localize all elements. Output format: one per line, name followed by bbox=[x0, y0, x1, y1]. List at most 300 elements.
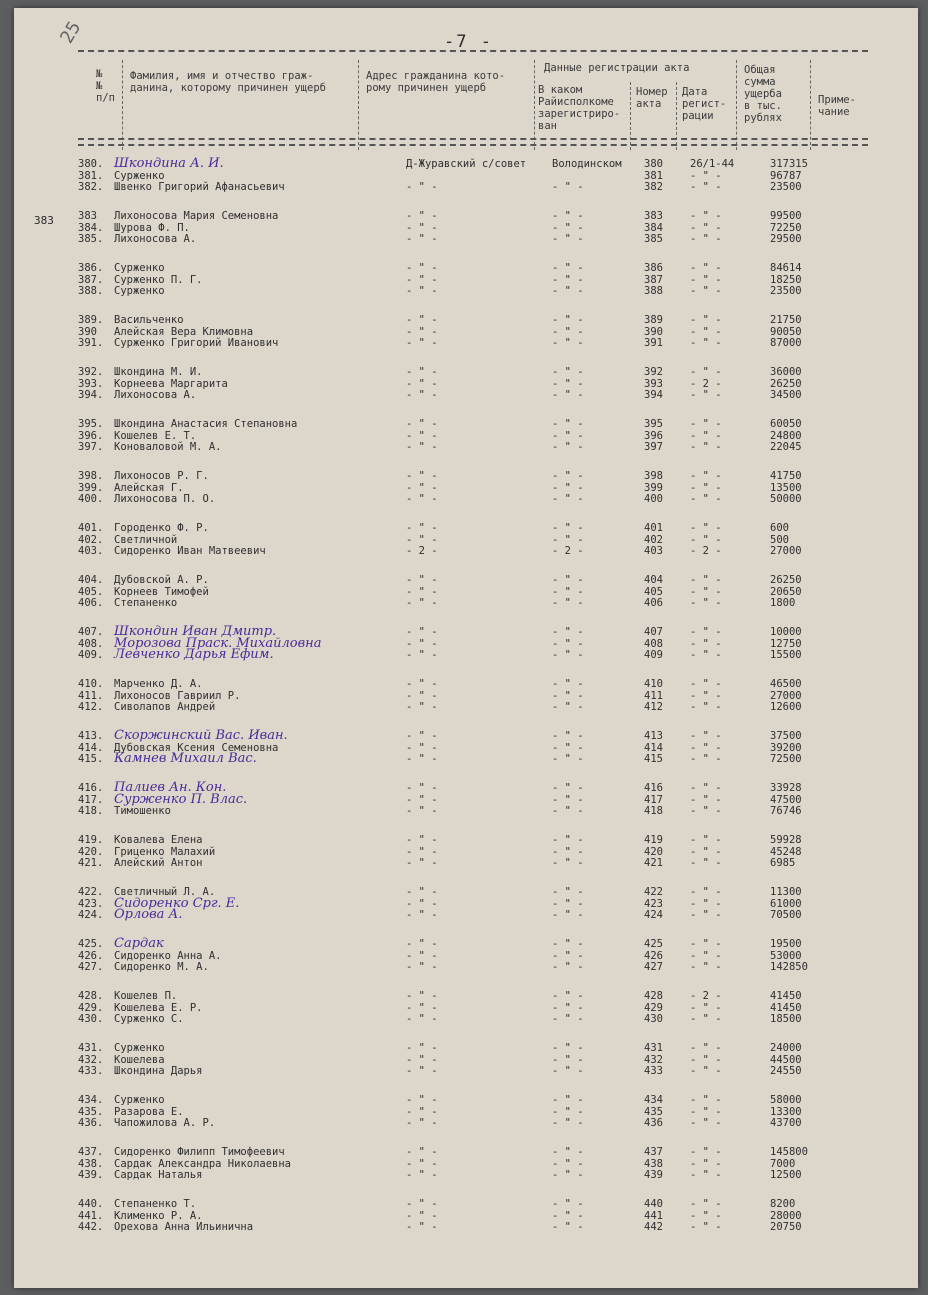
row-number: 424. bbox=[78, 909, 104, 922]
row-name: Сурженко bbox=[114, 1094, 165, 1106]
row-sum: 26250 bbox=[770, 377, 802, 390]
row-number: 406. bbox=[78, 597, 104, 610]
row-reg-date: - " - bbox=[690, 1001, 722, 1014]
row-number: 436. bbox=[78, 1117, 104, 1130]
col-divider bbox=[122, 60, 123, 150]
row-sum: 19500 bbox=[770, 938, 802, 950]
row-act-number: 420 bbox=[644, 845, 663, 858]
row-address: - " - bbox=[406, 1094, 438, 1106]
row-address: - " - bbox=[406, 1001, 438, 1014]
row-act-number: 385 bbox=[644, 233, 663, 246]
row-reg-where: - " - bbox=[552, 805, 584, 818]
row-sum: 41750 bbox=[770, 470, 802, 482]
row-address: - " - bbox=[406, 886, 438, 898]
row-address: - " - bbox=[406, 701, 438, 714]
row-reg-date: - " - bbox=[690, 337, 722, 350]
row-reg-date: - " - bbox=[690, 429, 722, 442]
row-reg-where: - " - bbox=[552, 418, 584, 430]
row-address: - " - bbox=[406, 262, 438, 274]
row-number: 422. bbox=[78, 886, 104, 898]
row-reg-date: - " - bbox=[690, 1094, 722, 1106]
row-name: Сурженко П. Г. bbox=[114, 273, 203, 286]
row-reg-date: - " - bbox=[690, 1105, 722, 1118]
row-address: - " - bbox=[406, 637, 438, 650]
row-reg-where: - " - bbox=[552, 857, 584, 870]
row-number: 391. bbox=[78, 337, 104, 350]
row-act-number: 413 bbox=[644, 730, 663, 742]
row-reg-date: - " - bbox=[690, 793, 722, 806]
row-name: Сидоренко Анна А. bbox=[114, 949, 222, 962]
row-act-number: 395 bbox=[644, 418, 663, 430]
row-sum: 18250 bbox=[770, 273, 802, 286]
row-name: Сурженко bbox=[114, 285, 165, 298]
row-address: - " - bbox=[406, 325, 438, 338]
row-number: 388. bbox=[78, 285, 104, 298]
row-act-number: 396 bbox=[644, 429, 663, 442]
row-act-number: 412 bbox=[644, 701, 663, 714]
row-reg-date: - " - bbox=[690, 909, 722, 922]
row-name: Шурова Ф. П. bbox=[114, 221, 190, 234]
row-name: Сардак bbox=[114, 936, 164, 951]
row-sum: 70500 bbox=[770, 909, 802, 922]
row-name: Сидоренко М. А. bbox=[114, 961, 209, 974]
row-reg-date: 26/1-44 bbox=[690, 158, 735, 170]
row-act-number: 392 bbox=[644, 366, 663, 378]
row-act-number: 425 bbox=[644, 938, 663, 950]
row-reg-where: - " - bbox=[552, 366, 584, 378]
row-sum: 39200 bbox=[770, 741, 802, 754]
row-reg-where: - " - bbox=[552, 845, 584, 858]
row-number: 404. bbox=[78, 574, 104, 586]
row-act-number: 391 bbox=[644, 337, 663, 350]
row-act-number: 438 bbox=[644, 1157, 663, 1170]
row-reg-where: - " - bbox=[552, 834, 584, 846]
row-number: 393. bbox=[78, 377, 104, 390]
row-address: - 2 - bbox=[406, 545, 438, 558]
row-reg-where: - " - bbox=[552, 1209, 584, 1222]
row-number: 432. bbox=[78, 1053, 104, 1066]
row-act-number: 388 bbox=[644, 285, 663, 298]
row-reg-where: - " - bbox=[552, 1053, 584, 1066]
row-sum: 24550 bbox=[770, 1065, 802, 1078]
row-number: 434. bbox=[78, 1094, 104, 1106]
row-name: Шкондина А. И. bbox=[114, 156, 224, 171]
row-reg-where: - " - bbox=[552, 741, 584, 754]
row-reg-where: - " - bbox=[552, 429, 584, 442]
row-number: 418. bbox=[78, 805, 104, 818]
row-number: 439. bbox=[78, 1169, 104, 1182]
row-sum: 317315 bbox=[770, 158, 808, 170]
row-sum: 53000 bbox=[770, 949, 802, 962]
row-address: - " - bbox=[406, 1146, 438, 1158]
row-act-number: 405 bbox=[644, 585, 663, 598]
row-address: - " - bbox=[406, 493, 438, 506]
row-reg-where: - " - bbox=[552, 533, 584, 546]
row-number: 420. bbox=[78, 845, 104, 858]
row-sum: 90050 bbox=[770, 325, 802, 338]
row-address: - " - bbox=[406, 805, 438, 818]
row-sum: 34500 bbox=[770, 389, 802, 402]
row-name: Корнеев Тимофей bbox=[114, 585, 209, 598]
row-reg-date: - " - bbox=[690, 574, 722, 586]
row-name: Лихоносов Гавриил Р. bbox=[114, 689, 241, 702]
row-reg-where: - " - bbox=[552, 626, 584, 638]
header-bottom-rule-2 bbox=[78, 144, 868, 146]
row-reg-where: - " - bbox=[552, 285, 584, 298]
row-reg-where: - " - bbox=[552, 1221, 584, 1234]
col-divider bbox=[358, 60, 359, 150]
margin-note: 383 bbox=[34, 214, 54, 227]
row-act-number: 404 bbox=[644, 574, 663, 586]
row-sum: 21750 bbox=[770, 314, 802, 326]
row-reg-date: - " - bbox=[690, 1198, 722, 1210]
row-name: Камнев Михаил Вас. bbox=[114, 751, 257, 767]
row-address: - " - bbox=[406, 1198, 438, 1210]
row-reg-date: - " - bbox=[690, 585, 722, 598]
row-address: - " - bbox=[406, 909, 438, 922]
row-sum: 61000 bbox=[770, 897, 802, 910]
row-name: Городенко Ф. Р. bbox=[114, 522, 209, 534]
row-name: Лихоносова Мария Семеновна bbox=[114, 210, 279, 222]
row-reg-date: - " - bbox=[690, 701, 722, 714]
row-number: 435. bbox=[78, 1105, 104, 1118]
row-number: 426. bbox=[78, 949, 104, 962]
row-address: - " - bbox=[406, 782, 438, 794]
row-reg-date: - " - bbox=[690, 1157, 722, 1170]
header-col-reg-where: В каком Райисполкоме зарегистриро- ван bbox=[538, 84, 621, 132]
row-name: Морозова Праск. Михайловна bbox=[114, 635, 322, 651]
row-number: 403. bbox=[78, 545, 104, 558]
row-number: 402. bbox=[78, 533, 104, 546]
row-address: - " - bbox=[406, 897, 438, 910]
row-number: 429. bbox=[78, 1001, 104, 1014]
row-name: Сурженко Григорий Иванович bbox=[114, 337, 279, 350]
row-reg-date: - " - bbox=[690, 649, 722, 662]
row-reg-date: - " - bbox=[690, 886, 722, 898]
row-reg-where: - " - bbox=[552, 1001, 584, 1014]
row-reg-date: - " - bbox=[690, 961, 722, 974]
row-address: - " - bbox=[406, 429, 438, 442]
row-sum: 22045 bbox=[770, 441, 802, 454]
row-number: 408. bbox=[78, 637, 104, 650]
row-reg-date: - " - bbox=[690, 753, 722, 766]
row-number: 415. bbox=[78, 753, 104, 766]
row-address: - " - bbox=[406, 285, 438, 298]
row-name: Сидоренко Филипп Тимофеевич bbox=[114, 1146, 285, 1158]
row-act-number: 437 bbox=[644, 1146, 663, 1158]
row-reg-where: - " - bbox=[552, 678, 584, 690]
row-name: Шкондина Дарья bbox=[114, 1065, 203, 1078]
page-number: -7 - bbox=[444, 32, 493, 52]
row-act-number: 403 bbox=[644, 545, 663, 558]
row-sum: 41450 bbox=[770, 1001, 802, 1014]
row-name: Чапожилова А. Р. bbox=[114, 1117, 216, 1130]
row-reg-where: - " - bbox=[552, 1105, 584, 1118]
row-address: - " - bbox=[406, 418, 438, 430]
row-sum: 72500 bbox=[770, 753, 802, 766]
row-reg-where: - " - bbox=[552, 730, 584, 742]
row-number: 387. bbox=[78, 273, 104, 286]
row-address: - " - bbox=[406, 741, 438, 754]
row-act-number: 419 bbox=[644, 834, 663, 846]
row-act-number: 400 bbox=[644, 493, 663, 506]
row-reg-date: - 2 - bbox=[690, 990, 722, 1002]
row-reg-where: - " - bbox=[552, 597, 584, 610]
row-reg-where: - " - bbox=[552, 782, 584, 794]
row-name: Скоржинский Вас. Иван. bbox=[114, 728, 288, 743]
row-address: - " - bbox=[406, 1117, 438, 1130]
row-name: Сиволапов Андрей bbox=[114, 701, 216, 714]
row-sum: 27000 bbox=[770, 545, 802, 558]
header-col-reg-date: Дата регист- рации bbox=[682, 86, 727, 122]
row-act-number: 401 bbox=[644, 522, 663, 534]
row-name: Кошелева bbox=[114, 1053, 165, 1066]
row-sum: 10000 bbox=[770, 626, 802, 638]
row-reg-where: - " - bbox=[552, 233, 584, 246]
row-name: Корнеева Маргарита bbox=[114, 377, 228, 390]
row-name: Васильченко bbox=[114, 314, 184, 326]
row-sum: 26250 bbox=[770, 574, 802, 586]
row-act-number: 393 bbox=[644, 377, 663, 390]
row-sum: 145800 bbox=[770, 1146, 808, 1158]
row-reg-where: - " - bbox=[552, 337, 584, 350]
row-number: 398. bbox=[78, 470, 104, 482]
row-act-number: 414 bbox=[644, 741, 663, 754]
header-col-address: Адрес гражданина кото- рому причинен ущерб bbox=[366, 70, 506, 94]
row-sum: 15500 bbox=[770, 649, 802, 662]
row-name: Сурженко С. bbox=[114, 1013, 184, 1026]
row-reg-date: - " - bbox=[690, 366, 722, 378]
row-act-number: 381 bbox=[644, 169, 663, 182]
row-sum: 99500 bbox=[770, 210, 802, 222]
row-sum: 60050 bbox=[770, 418, 802, 430]
row-act-number: 411 bbox=[644, 689, 663, 702]
row-sum: 13500 bbox=[770, 481, 802, 494]
row-reg-where: - " - bbox=[552, 649, 584, 662]
row-act-number: 417 bbox=[644, 793, 663, 806]
row-act-number: 433 bbox=[644, 1065, 663, 1078]
row-reg-date: - " - bbox=[690, 210, 722, 222]
row-reg-date: - " - bbox=[690, 389, 722, 402]
row-reg-date: - " - bbox=[690, 533, 722, 546]
row-address: - " - bbox=[406, 1157, 438, 1170]
row-address: - " - bbox=[406, 793, 438, 806]
row-act-number: 439 bbox=[644, 1169, 663, 1182]
row-name: Шкондин Иван Дмитр. bbox=[114, 624, 277, 639]
row-act-number: 431 bbox=[644, 1042, 663, 1054]
row-act-number: 390 bbox=[644, 325, 663, 338]
row-name: Гриценко Малахий bbox=[114, 845, 216, 858]
row-address: - " - bbox=[406, 314, 438, 326]
row-number: 385. bbox=[78, 233, 104, 246]
row-name: Марченко Д. А. bbox=[114, 678, 203, 690]
row-act-number: 402 bbox=[644, 533, 663, 546]
row-number: 384. bbox=[78, 221, 104, 234]
row-number: 413. bbox=[78, 730, 104, 742]
row-reg-where: - " - bbox=[552, 909, 584, 922]
corner-mark: 25 bbox=[56, 17, 86, 48]
row-reg-where: - " - bbox=[552, 1094, 584, 1106]
row-address: - " - bbox=[406, 689, 438, 702]
archive-document-page bbox=[14, 8, 918, 1288]
row-reg-where: - " - bbox=[552, 938, 584, 950]
row-reg-date: - " - bbox=[690, 1065, 722, 1078]
row-reg-date: - " - bbox=[690, 597, 722, 610]
row-name: Лихоносова А. bbox=[114, 389, 197, 402]
row-name: Сурженко bbox=[114, 1042, 165, 1054]
row-number: 441. bbox=[78, 1209, 104, 1222]
col-divider bbox=[534, 60, 535, 150]
row-reg-date: - " - bbox=[690, 285, 722, 298]
row-reg-date: - " - bbox=[690, 1013, 722, 1026]
row-name: Сардак Александра Николаевна bbox=[114, 1157, 292, 1170]
row-act-number: 380 bbox=[644, 158, 663, 170]
row-reg-date: - " - bbox=[690, 626, 722, 638]
row-act-number: 397 bbox=[644, 441, 663, 454]
row-reg-where: - " - bbox=[552, 1169, 584, 1182]
row-reg-date: - " - bbox=[690, 273, 722, 286]
row-reg-date: - " - bbox=[690, 1209, 722, 1222]
row-name: Сидоренко Срг. Е. bbox=[114, 895, 240, 911]
row-number: 380. bbox=[78, 158, 104, 170]
row-act-number: 432 bbox=[644, 1053, 663, 1066]
col-divider bbox=[736, 60, 737, 150]
row-address: - " - bbox=[406, 1169, 438, 1182]
row-reg-where: - " - bbox=[552, 1198, 584, 1210]
row-sum: 18500 bbox=[770, 1013, 802, 1026]
row-act-number: 435 bbox=[644, 1105, 663, 1118]
row-name: Шкондина М. И. bbox=[114, 366, 203, 378]
row-sum: 8200 bbox=[770, 1198, 796, 1210]
row-sum: 96787 bbox=[770, 169, 802, 182]
row-number: 383 bbox=[78, 210, 97, 222]
row-number: 414. bbox=[78, 741, 104, 754]
row-sum: 500 bbox=[770, 533, 789, 546]
row-act-number: 434 bbox=[644, 1094, 663, 1106]
row-name: Тимошенко bbox=[114, 805, 171, 818]
row-reg-where: - " - bbox=[552, 181, 584, 194]
row-number: 437. bbox=[78, 1146, 104, 1158]
row-sum: 47500 bbox=[770, 793, 802, 806]
row-name: Орлова А. bbox=[114, 907, 183, 923]
header-col-number: № № п/п bbox=[96, 68, 115, 104]
row-address: - " - bbox=[406, 626, 438, 638]
row-sum: 12500 bbox=[770, 1169, 802, 1182]
row-reg-date: - " - bbox=[690, 1146, 722, 1158]
row-act-number: 421 bbox=[644, 857, 663, 870]
row-reg-date: - " - bbox=[690, 857, 722, 870]
row-number: 438. bbox=[78, 1157, 104, 1170]
row-sum: 84614 bbox=[770, 262, 802, 274]
row-address: - " - bbox=[406, 961, 438, 974]
row-sum: 12600 bbox=[770, 701, 802, 714]
row-address: - " - bbox=[406, 1209, 438, 1222]
row-number: 419. bbox=[78, 834, 104, 846]
row-name: Разарова Е. bbox=[114, 1105, 184, 1118]
row-sum: 12750 bbox=[770, 637, 802, 650]
row-act-number: 418 bbox=[644, 805, 663, 818]
row-address: - " - bbox=[406, 1105, 438, 1118]
row-address: - " - bbox=[406, 1013, 438, 1026]
row-number: 395. bbox=[78, 418, 104, 430]
row-sum: 20650 bbox=[770, 585, 802, 598]
row-reg-where: - 2 - bbox=[552, 545, 584, 558]
row-sum: 24800 bbox=[770, 429, 802, 442]
row-number: 409. bbox=[78, 649, 104, 662]
row-sum: 28000 bbox=[770, 1209, 802, 1222]
row-reg-date: - " - bbox=[690, 689, 722, 702]
row-address: - " - bbox=[406, 210, 438, 222]
row-number: 428. bbox=[78, 990, 104, 1002]
row-sum: 33928 bbox=[770, 782, 802, 794]
row-act-number: 442 bbox=[644, 1221, 663, 1234]
row-sum: 43700 bbox=[770, 1117, 802, 1130]
row-number: 416. bbox=[78, 782, 104, 794]
row-number: 442. bbox=[78, 1221, 104, 1234]
row-address: - " - bbox=[406, 730, 438, 742]
row-sum: 23500 bbox=[770, 181, 802, 194]
header-bottom-rule bbox=[78, 138, 868, 140]
row-sum: 7000 bbox=[770, 1157, 796, 1170]
row-reg-where: - " - bbox=[552, 522, 584, 534]
row-address: - " - bbox=[406, 221, 438, 234]
row-act-number: 424 bbox=[644, 909, 663, 922]
row-act-number: 387 bbox=[644, 273, 663, 286]
row-sum: 59928 bbox=[770, 834, 802, 846]
row-sum: 24000 bbox=[770, 1042, 802, 1054]
row-number: 396. bbox=[78, 429, 104, 442]
row-number: 410. bbox=[78, 678, 104, 690]
row-name: Кошелев П. bbox=[114, 990, 178, 1002]
row-sum: 36000 bbox=[770, 366, 802, 378]
row-reg-where: - " - bbox=[552, 961, 584, 974]
row-address: - " - bbox=[406, 938, 438, 950]
row-address: - " - bbox=[406, 522, 438, 534]
row-act-number: 430 bbox=[644, 1013, 663, 1026]
row-reg-where: - " - bbox=[552, 897, 584, 910]
row-reg-date: - " - bbox=[690, 1042, 722, 1054]
row-reg-where: - " - bbox=[552, 689, 584, 702]
row-reg-date: - " - bbox=[690, 845, 722, 858]
row-act-number: 427 bbox=[644, 961, 663, 974]
row-sum: 29500 bbox=[770, 233, 802, 246]
row-name: Кошелева Е. Р. bbox=[114, 1001, 203, 1014]
row-address: - " - bbox=[406, 990, 438, 1002]
row-reg-date: - " - bbox=[690, 470, 722, 482]
row-sum: 600 bbox=[770, 522, 789, 534]
row-name: Лихоносова П. О. bbox=[114, 493, 216, 506]
row-address: - " - bbox=[406, 441, 438, 454]
row-address: - " - bbox=[406, 366, 438, 378]
row-reg-where: - " - bbox=[552, 1042, 584, 1054]
row-sum: 41450 bbox=[770, 990, 802, 1002]
row-address: - " - bbox=[406, 181, 438, 194]
header-top-rule bbox=[78, 50, 868, 52]
row-address: - " - bbox=[406, 389, 438, 402]
row-name: Лихоносов Р. Г. bbox=[114, 470, 209, 482]
row-address: - " - bbox=[406, 1065, 438, 1078]
row-sum: 11300 bbox=[770, 886, 802, 898]
row-number: 440. bbox=[78, 1198, 104, 1210]
row-act-number: 410 bbox=[644, 678, 663, 690]
row-act-number: 384 bbox=[644, 221, 663, 234]
row-name: Клименко Р. А. bbox=[114, 1209, 203, 1222]
row-sum: 6985 bbox=[770, 857, 796, 870]
row-reg-where: - " - bbox=[552, 262, 584, 274]
row-act-number: 416 bbox=[644, 782, 663, 794]
row-reg-date: - " - bbox=[690, 262, 722, 274]
row-name: Шкондина Анастасия Степановна bbox=[114, 418, 298, 430]
